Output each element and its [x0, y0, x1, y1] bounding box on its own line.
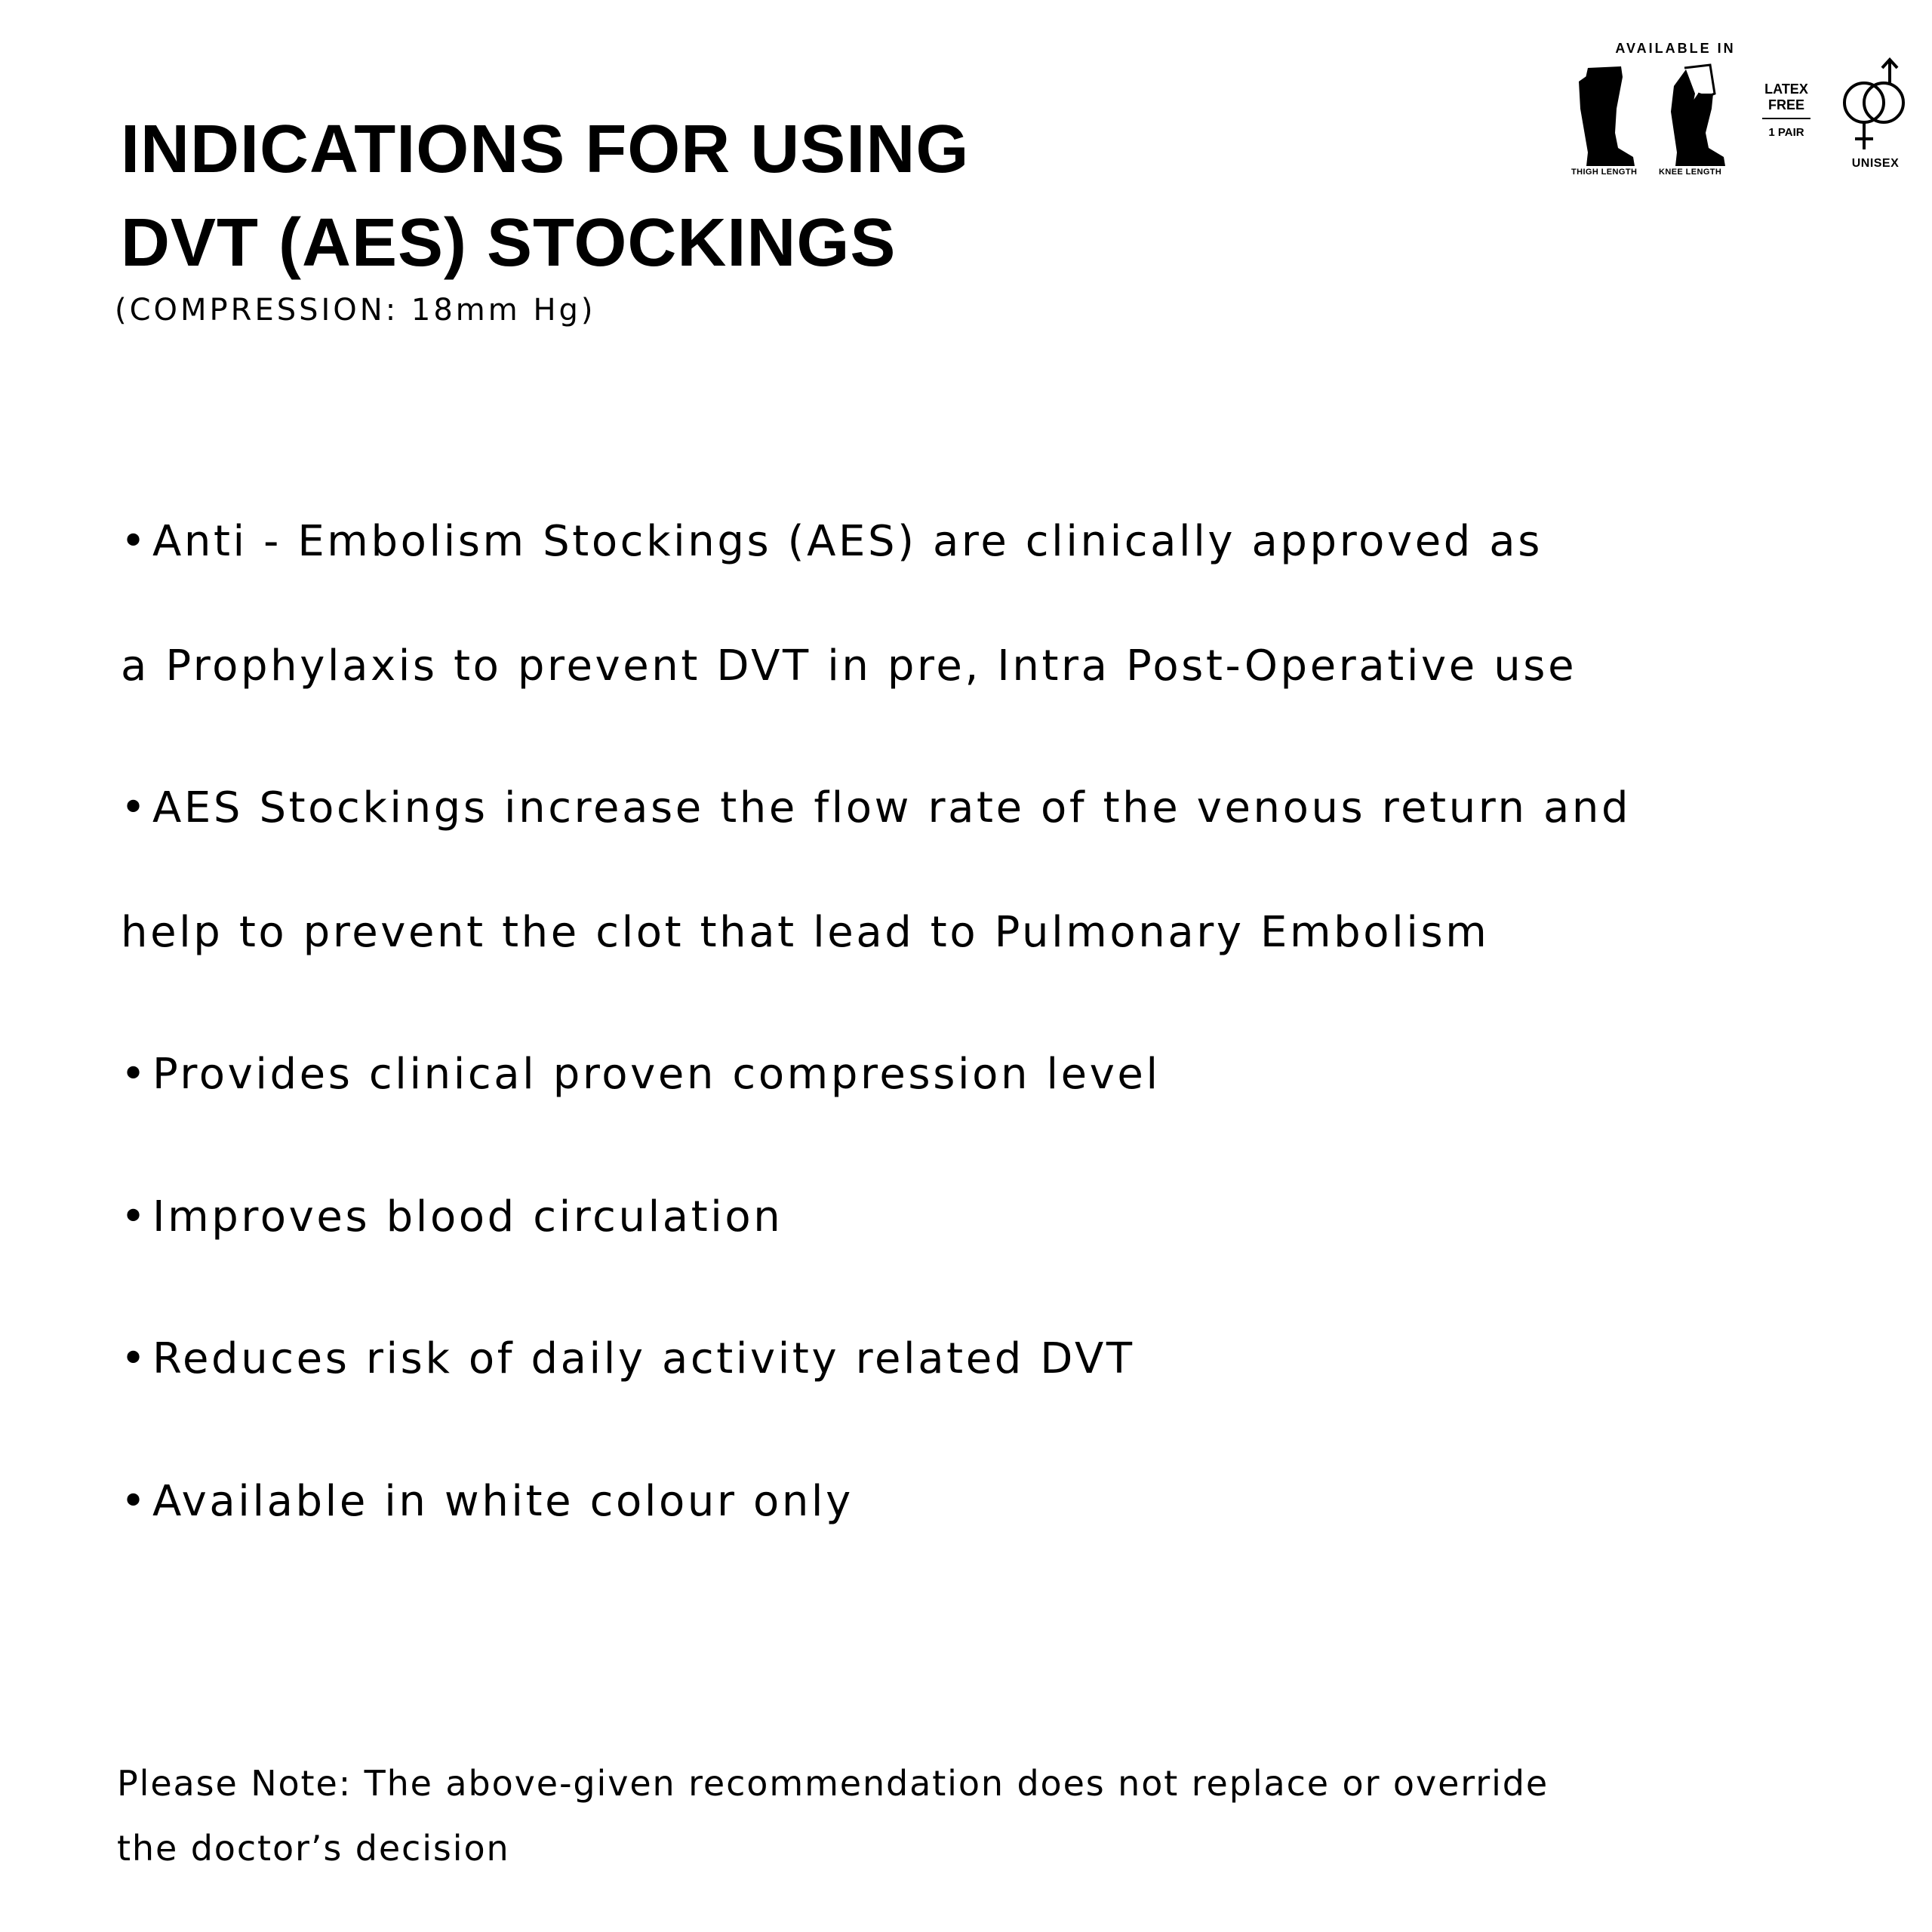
title-line-2: DVT (AES) STOCKINGS: [121, 205, 897, 281]
list-item-text: Provides clinical proven compression level: [152, 1050, 1161, 1099]
bullet-dot: •: [121, 1477, 149, 1526]
unisex-label: UNISEX: [1851, 157, 1900, 170]
thigh-length-stocking-icon: [1577, 63, 1638, 169]
list-item-text: Available in white colour only: [152, 1477, 854, 1526]
list-item: [121, 782, 1631, 835]
bullet-dot: •: [121, 1192, 149, 1241]
unisex-icon: [1831, 57, 1921, 155]
list-item: [121, 1333, 1135, 1386]
list-item: [121, 515, 1543, 568]
bullet-dot: •: [121, 1334, 149, 1383]
pair-label: 1 PAIR: [1768, 126, 1804, 139]
list-item-text: AES Stockings increase the flow rate of the venous return and: [152, 783, 1632, 832]
list-item-text: Anti - Embolism Stockings (AES) are clinically approved as: [152, 517, 1543, 566]
bullet-dot: •: [121, 517, 149, 566]
list-item-text: Improves blood circulation: [152, 1192, 783, 1241]
title-line-1: INDICATIONS FOR USING: [121, 112, 970, 187]
disclaimer-note: [117, 1751, 1549, 1881]
list-item-continuation: help to prevent the clot that lead to Pulmonary Embolism: [121, 908, 1490, 957]
badge-divider: [1762, 118, 1810, 119]
thigh-length-label: THIGH LENGTH: [1571, 168, 1638, 177]
knee-length-label: KNEE LENGTH: [1659, 168, 1722, 177]
list-item-continuation: a Prophylaxis to prevent DVT in pre, Intra Post-Operative use: [121, 641, 1577, 691]
note-line-2: the doctor’s decision: [117, 1828, 510, 1869]
latex-label: LATEX: [1764, 82, 1808, 97]
latex-free-badge: [1752, 82, 1820, 140]
free-label: FREE: [1767, 97, 1804, 112]
note-line-1: Please Note: The above-given recommendation does not replace or override: [117, 1763, 1549, 1804]
bullet-dot: •: [121, 1050, 149, 1099]
available-in-label: AVAILABLE IN: [1615, 41, 1736, 56]
list-item-text: Reduces risk of daily activity related DVT: [152, 1334, 1135, 1383]
knee-length-stocking-icon: [1666, 63, 1727, 169]
page-title: [121, 103, 969, 290]
list-item: [121, 1191, 783, 1244]
bullet-dot: •: [121, 783, 149, 832]
compression-subtitle: (COMPRESSION: 18mm Hg): [115, 293, 596, 328]
product-badges: [1555, 38, 1909, 189]
list-item: [121, 1048, 1161, 1101]
list-item: [121, 1475, 854, 1528]
